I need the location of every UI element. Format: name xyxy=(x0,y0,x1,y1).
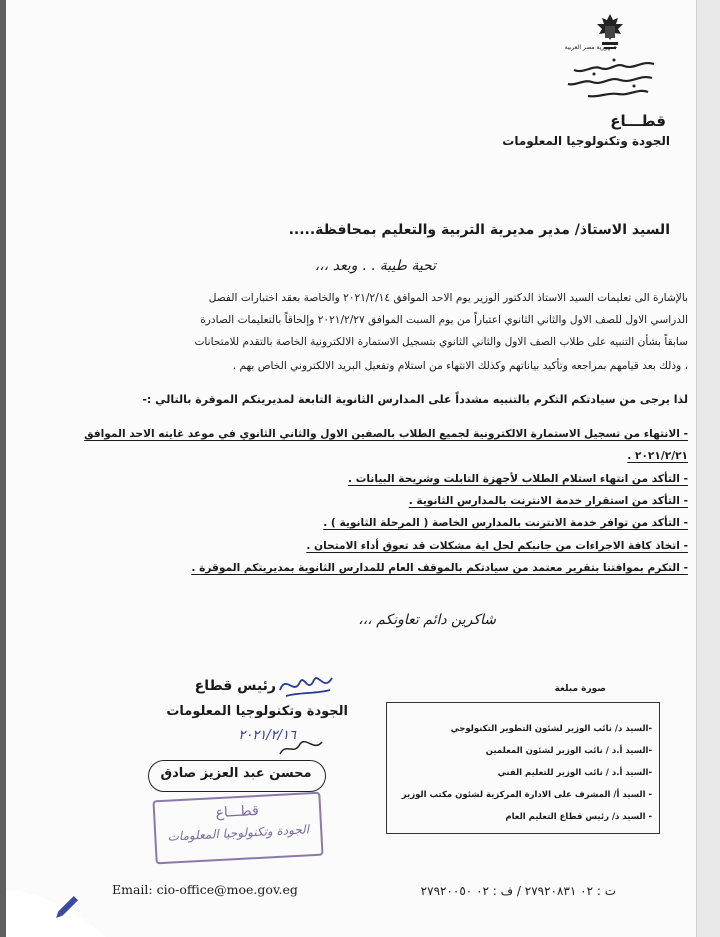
sector-label: قطـــاع xyxy=(610,112,666,130)
edit-pen-icon[interactable] xyxy=(6,880,126,937)
sector-stamp xyxy=(152,792,323,865)
item-6: - التكرم بموافتنا بتقرير معتمد من سيادتكم بالموقف العام للمدارس الثانوية بمديريتكم الموقرة . xyxy=(191,562,688,574)
stamp-line-1: قطـــاع xyxy=(215,802,260,822)
footer-phone: ت : ٠٢ ٢٧٩٢٠٨٣١ / ف : ٠٢ ٢٧٩٢٠٠٥٠ xyxy=(420,884,616,898)
sector-name: الجودة وتكنولوجيا المعلومات xyxy=(502,134,670,148)
item-4: - التأكد من توافر خدمة الانترنت بالمدارس الخاصة ( المرحلة الثانوية ) . xyxy=(323,517,688,529)
item-3: - التأكد من استقرار خدمة الانترنت بالمدارس الثانوية . xyxy=(408,495,688,507)
ministry-calligraphy-logo xyxy=(554,56,664,102)
body-line-3: سابقاً بشأن التنبيه على طلاب الصف الاول والثاني الثانوي بتسجيل الاستمارة الالكترونية الخاصة بالتقدم للامتحانات xyxy=(194,336,688,348)
body-line-4: ، وذلك بعد قيامهم بمراجعه وتأكيد بياناتهم وكذلك الانتهاء من استلام وتفعيل البريد الالكتروني الخاص بهم . xyxy=(232,360,688,372)
letter-page xyxy=(6,0,696,937)
cc-entry-5: - السيد د/ رئيس قطاع التعليم العام xyxy=(505,812,652,822)
body-line-2: الدراسي الاول للصف الاول والثاني الثانوي اعتباراً من يوم السبت الموافق ٢٠٢١/٢/٢٧ وإلحاقاً بالتعليمات الصادرة xyxy=(200,314,688,326)
signatory-name: محسن عبد العزيز صادق xyxy=(160,766,312,781)
stamp-line-2: الجودة وتكنولوجيا المعلومات xyxy=(167,822,310,844)
cc-label: صورة مبلغة xyxy=(554,684,606,694)
request-line: لذا يرجى من سيادتكم التكرم بالتنبيه مشدداً على المدارس الثانوية التابعة لمديريتكم الموقرة بالتالي :- xyxy=(142,393,688,406)
pen-scribble-mark xyxy=(276,734,326,760)
cc-entry-4: - السيد أ/ المشرف على الادارة المركزية لشئون مكتب الوزير xyxy=(401,790,652,800)
cc-entry-2: -السيد أ.د / نائب الوزير لشئون المعلمين xyxy=(485,746,652,756)
item-1-date: ٢٠٢١/٢/٢١ . xyxy=(627,450,688,462)
signature-title-1: رئيس قطاع xyxy=(194,678,276,694)
closing-line: شاكرين دائم تعاونكم ،،، xyxy=(358,612,496,628)
footer-email: Email: cio-office@moe.gov.eg xyxy=(112,882,298,897)
item-2: - التأكد من انتهاء استلام الطلاب لأجهزة التابلت وشريحة البيانات . xyxy=(348,473,688,485)
addressee-line: السيد الاستاذ/ مدير مديرية التربية والتعليم بمحافظة..... xyxy=(288,222,670,238)
handwritten-date: ٢٠٢١/٢/١٦ xyxy=(238,728,296,743)
cc-entry-1: -السيد د/ نائب الوزير لشئون التطوير التكنولوجي xyxy=(450,724,652,734)
scan-right-margin xyxy=(696,0,720,937)
signature-title-2: الجودة وتكنولوجيا المعلومات xyxy=(166,704,348,719)
body-line-1: بالإشارة الى تعليمات السيد الاستاذ الدكتور الوزير يوم الاحد الموافق ٢٠٢١/٢/١٤ والخاصة بعقد اختبارات الفصل xyxy=(208,292,688,304)
item-1: - الانتهاء من تسجيل الاستمارة الالكترونية لجميع الطلاب بالصفين الاول والثاني الثانوي في موعد غايته الاحد الموافق xyxy=(84,428,688,440)
republic-line: جمهورية مصر العربية xyxy=(564,44,618,51)
handwritten-signature xyxy=(276,668,336,702)
item-5: - اتخاذ كافة الاجراءات من جانبكم لحل اية مشكلات قد تعوق أداء الامتحان . xyxy=(306,540,688,552)
greeting-line: تحية طيبة . . وبعد ،،، xyxy=(314,258,436,274)
cc-entry-3: -السيد أ.د / نائب الوزير للتعليم الفني xyxy=(497,768,652,778)
